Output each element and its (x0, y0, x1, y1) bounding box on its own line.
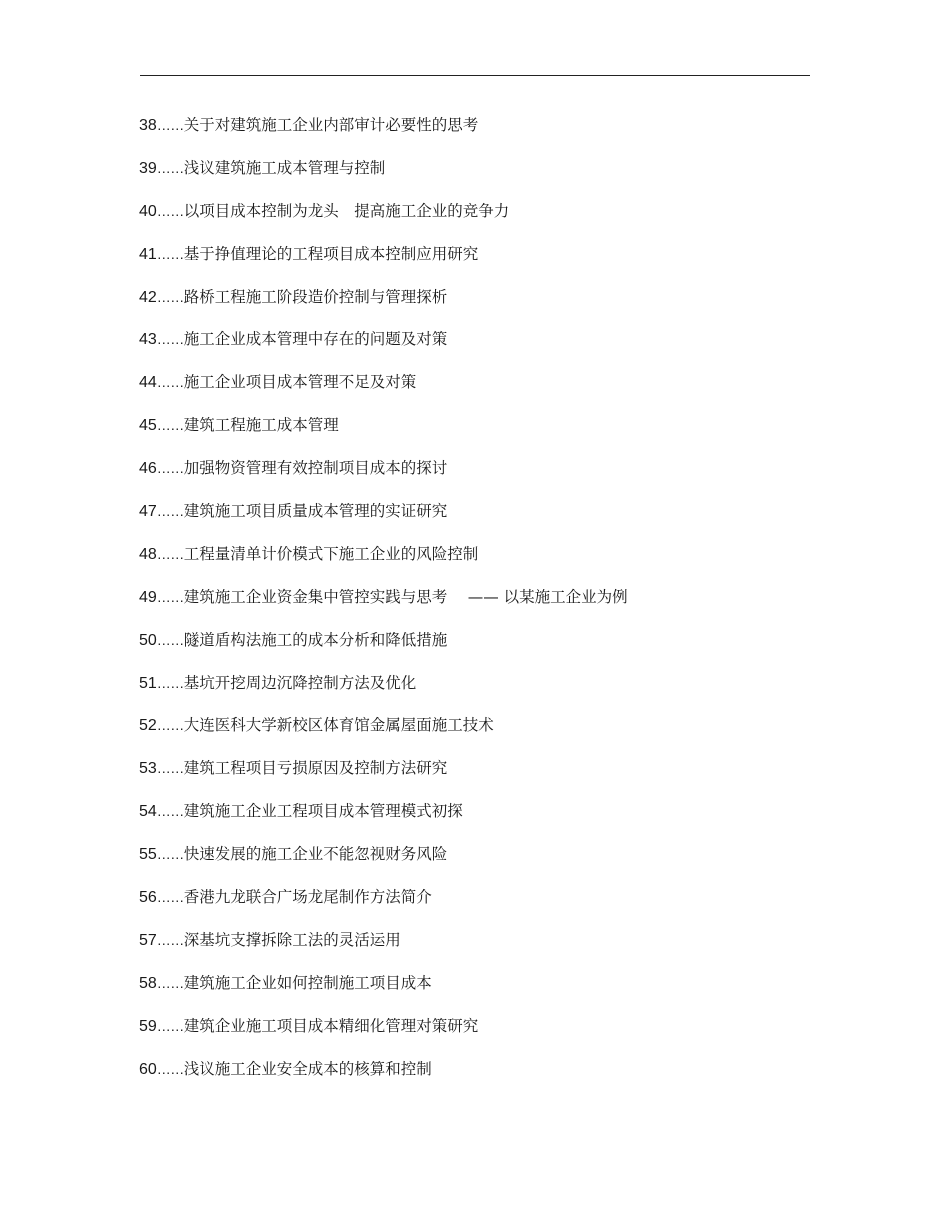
dot-leader: …… (156, 631, 184, 648)
toc-entry[interactable] (139, 926, 819, 969)
toc-entry[interactable] (139, 154, 819, 197)
toc-entry[interactable] (139, 669, 819, 712)
toc-entry[interactable] (139, 840, 819, 883)
entry-title: 香港九龙联合广场龙尾制作方法简介 (183, 888, 432, 907)
entry-title: 建筑施工项目质量成本管理的实证研究 (183, 502, 448, 521)
entry-title: 深基坑支撑拆除工法的灵活运用 (183, 930, 401, 949)
entry-title: 快速发展的施工企业不能忽视财务风险 (183, 845, 448, 864)
entry-title: 关于对建筑施工企业内部审计必要性的思考 (183, 116, 479, 134)
table-of-contents (139, 111, 819, 1097)
toc-entry[interactable] (139, 711, 819, 754)
entry-number: 47 (139, 503, 157, 521)
dot-leader: …… (156, 288, 184, 305)
dot-leader: …… (156, 974, 184, 991)
entry-title: 建筑施工企业资金集中管控实践与思考 —— 以某施工企业为例 (183, 587, 628, 606)
entry-title: 路桥工程施工阶段造价控制与管理探析 (183, 287, 448, 306)
entry-number: 46 (139, 460, 157, 478)
toc-entry[interactable] (139, 797, 819, 840)
dot-leader: …… (156, 374, 184, 391)
entry-title: 建筑工程项目亏损原因及控制方法研究 (183, 759, 448, 778)
entry-title: 以项目成本控制为龙头 提高施工企业的竞争力 (183, 201, 510, 220)
toc-entry[interactable] (139, 540, 819, 583)
entry-number: 59 (139, 1017, 157, 1035)
dot-leader: …… (156, 931, 184, 948)
entry-title: 加强物资管理有效控制项目成本的探讨 (183, 459, 448, 478)
entry-number: 48 (139, 545, 157, 563)
dot-leader: …… (156, 846, 184, 863)
toc-entry[interactable] (139, 368, 819, 411)
entry-number: 56 (139, 889, 157, 907)
dot-leader: …… (156, 1017, 184, 1034)
entry-title: 施工企业项目成本管理不足及对策 (183, 373, 417, 392)
dot-leader: …… (156, 803, 184, 820)
entry-number: 40 (139, 202, 157, 220)
entry-title: 基于挣值理论的工程项目成本控制应用研究 (183, 244, 479, 263)
entry-number: 42 (139, 288, 157, 306)
entry-number: 51 (139, 674, 157, 692)
entry-title: 建筑工程施工成本管理 (183, 416, 339, 435)
dot-leader: …… (156, 460, 184, 477)
entry-number: 60 (139, 1060, 157, 1078)
entry-number: 52 (139, 717, 157, 735)
toc-entry[interactable] (139, 583, 819, 626)
entry-number: 57 (139, 931, 157, 949)
dot-leader: …… (156, 245, 184, 262)
toc-entry[interactable] (139, 626, 819, 669)
toc-entry[interactable] (139, 197, 819, 240)
dot-leader: …… (156, 417, 184, 434)
toc-entry[interactable] (139, 111, 819, 154)
entry-title: 浅议建筑施工成本管理与控制 (183, 158, 386, 177)
entry-number: 41 (139, 245, 157, 263)
entry-title: 隧道盾构法施工的成本分析和降低措施 (183, 630, 448, 649)
entry-number: 39 (139, 159, 157, 177)
dot-leader: …… (156, 202, 184, 219)
entry-number: 50 (139, 631, 157, 649)
entry-number: 44 (139, 374, 157, 392)
dot-leader: …… (156, 159, 184, 176)
entry-title: 基坑开挖周边沉降控制方法及优化 (183, 673, 417, 692)
toc-entry[interactable] (139, 1012, 819, 1055)
dot-leader: …… (156, 331, 184, 348)
toc-entry[interactable] (139, 240, 819, 283)
dot-leader: …… (156, 889, 184, 906)
toc-entry[interactable] (139, 969, 819, 1012)
entry-number: 38 (139, 117, 157, 134)
toc-entry[interactable] (139, 497, 819, 540)
entry-number: 55 (139, 846, 157, 864)
entry-title: 大连医科大学新校区体育馆金属屋面施工技术 (183, 716, 494, 735)
dot-leader: …… (156, 588, 184, 605)
dot-leader: …… (156, 545, 184, 562)
entry-title: 建筑施工企业如何控制施工项目成本 (183, 973, 432, 992)
toc-entry[interactable] (139, 325, 819, 368)
entry-title: 建筑企业施工项目成本精细化管理对策研究 (183, 1016, 479, 1035)
toc-entry[interactable] (139, 754, 819, 797)
dot-leader: …… (156, 503, 184, 520)
header-rule (140, 75, 810, 76)
entry-number: 49 (139, 588, 157, 606)
toc-entry[interactable] (139, 411, 819, 454)
entry-number: 58 (139, 974, 157, 992)
dot-leader: …… (156, 717, 184, 734)
toc-entry[interactable] (139, 283, 819, 326)
entry-title: 建筑施工企业工程项目成本管理模式初探 (183, 802, 463, 821)
dot-leader: …… (156, 674, 184, 691)
dot-leader: …… (156, 760, 184, 777)
toc-entry[interactable] (139, 1055, 819, 1098)
entry-number: 53 (139, 760, 157, 778)
toc-entry[interactable] (139, 454, 819, 497)
entry-number: 43 (139, 331, 157, 349)
entry-number: 54 (139, 803, 157, 821)
entry-number: 45 (139, 417, 157, 435)
toc-entry[interactable] (139, 883, 819, 926)
entry-title: 工程量清单计价模式下施工企业的风险控制 (183, 544, 479, 563)
dot-leader: …… (156, 117, 184, 133)
entry-title: 施工企业成本管理中存在的问题及对策 (183, 330, 448, 349)
dot-leader: …… (156, 1060, 184, 1077)
entry-title: 浅议施工企业安全成本的核算和控制 (183, 1059, 432, 1078)
